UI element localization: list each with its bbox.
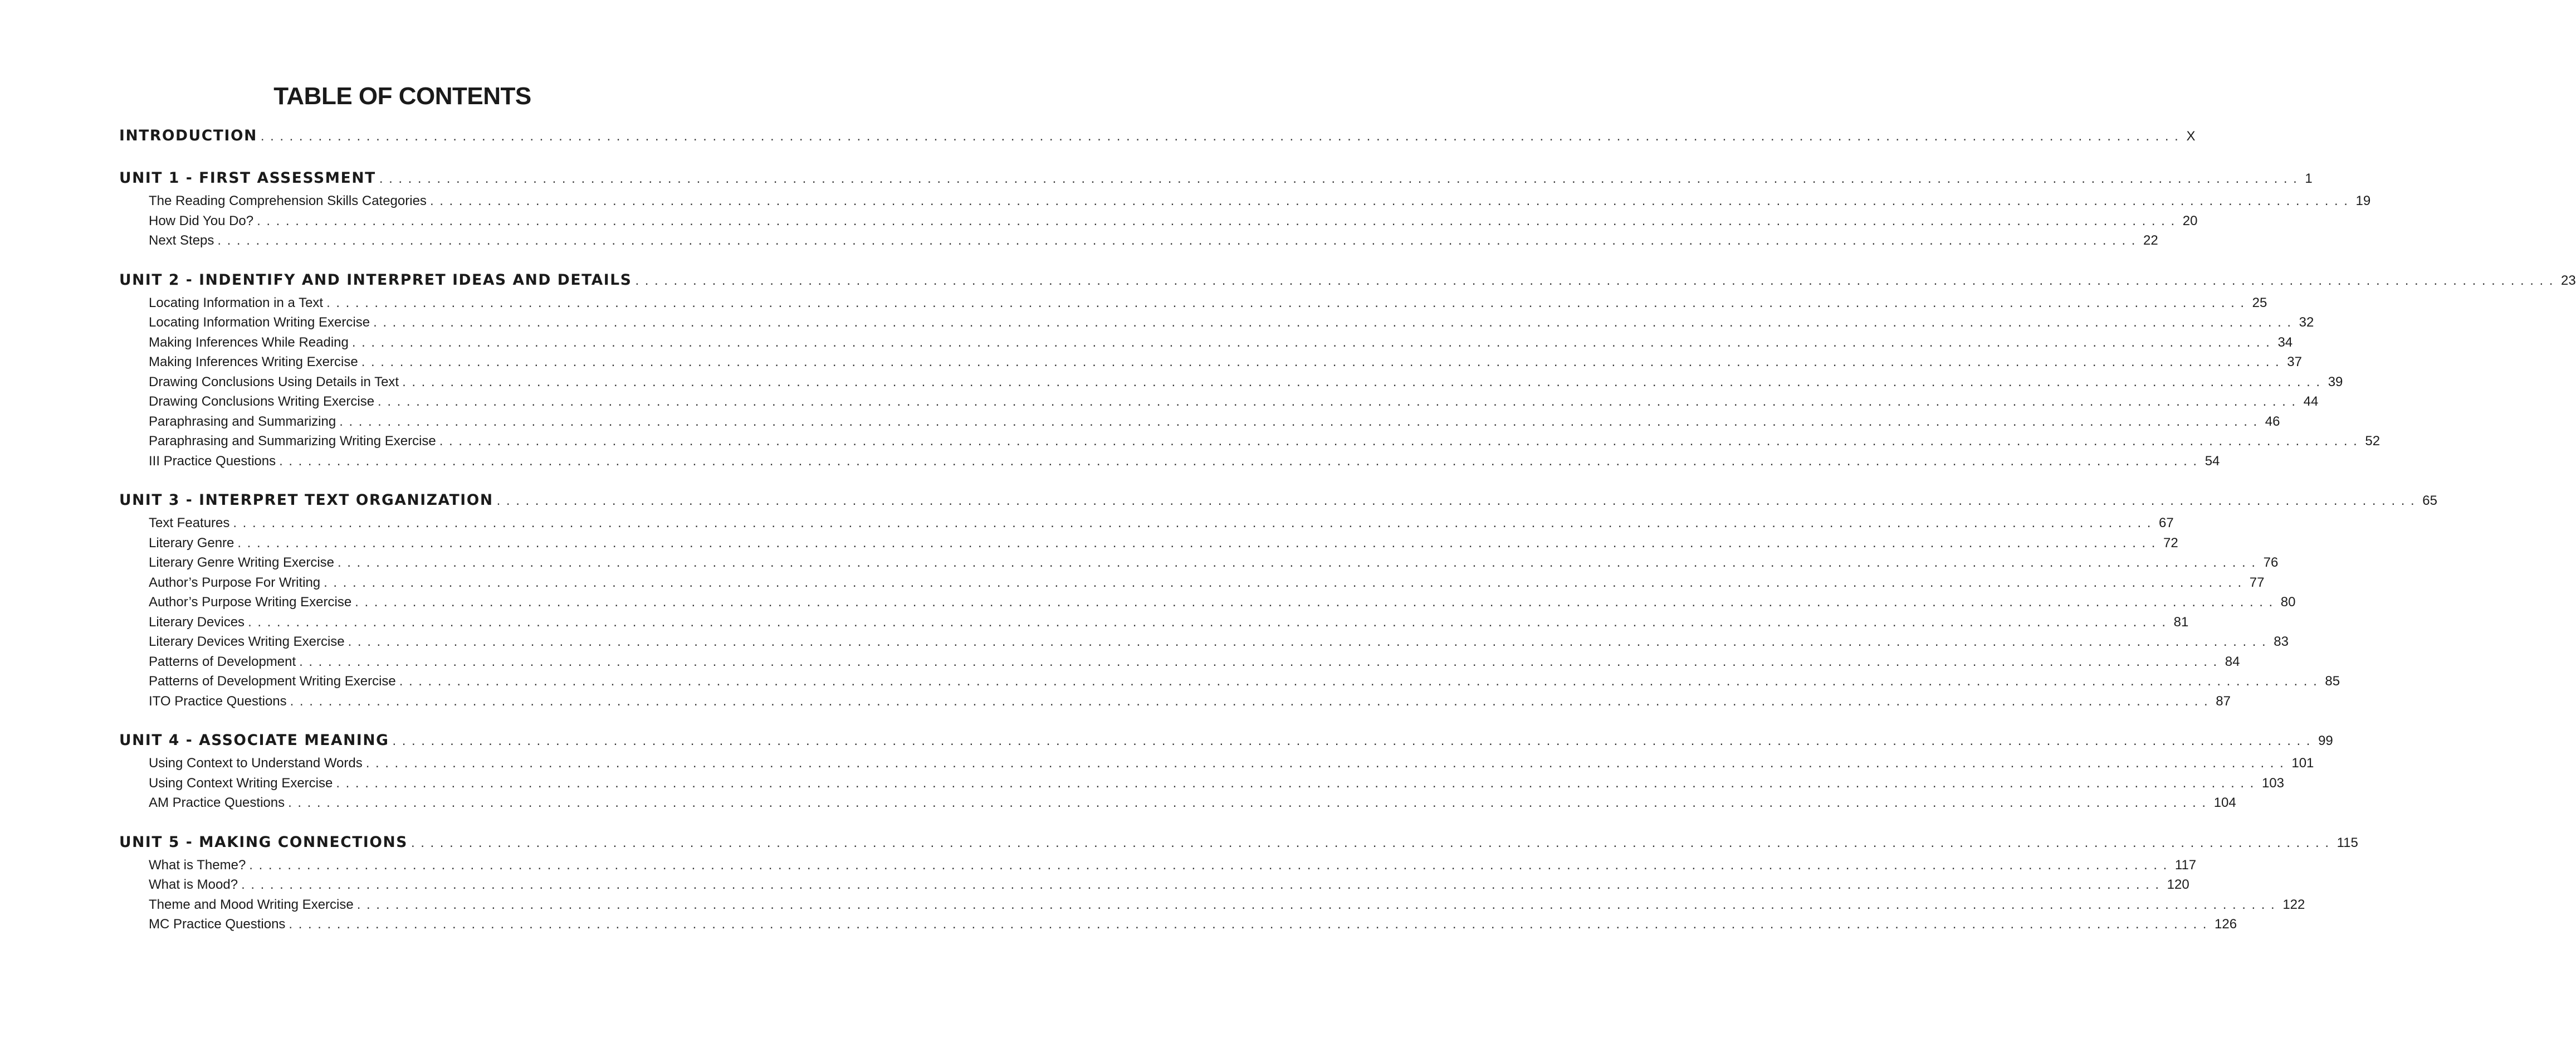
dot-leader: ........................................................................................................................................................................................................	[248, 614, 2172, 630]
toc-sub-entry	[119, 392, 2319, 412]
dot-leader: ........................................................................................................................................................................................................	[249, 857, 2173, 873]
dot-leader: ........................................................................................................................................................................................................	[233, 515, 2157, 530]
dot-leader: ........................................................................................................................................................................................................	[351, 334, 2276, 350]
table-of-contents	[119, 124, 2576, 952]
toc-entry-title: Literary Genre Writing Exercise	[149, 555, 334, 570]
toc-entry-title: Drawing Conclusions Using Details in Text	[149, 374, 399, 389]
page-number: 52	[2365, 434, 2381, 449]
toc-entry-title: Author’s Purpose For Writing	[149, 574, 321, 590]
dot-leader: ........................................................................................................................................................................................................	[336, 775, 2260, 791]
toc-entry-title: Using Context Writing Exercise	[149, 775, 333, 791]
page-number: 101	[2291, 756, 2314, 771]
dot-leader: ........................................................................................................................................................................................................	[496, 493, 2421, 508]
toc-sub-entry	[119, 372, 2343, 392]
dot-leader: ........................................................................................................................................................................................................	[399, 674, 2323, 689]
toc-sub-entry	[119, 333, 2293, 353]
dot-leader: ........................................................................................................................................................................................................	[299, 654, 2223, 669]
toc-sub-entry	[119, 451, 2220, 471]
toc-entry-title: Locating Information Writing Exercise	[149, 315, 370, 330]
dot-leader: ........................................................................................................................................................................................................	[289, 917, 2213, 932]
toc-sub-entry	[119, 793, 2236, 813]
toc-entry-title: Paraphrasing and Summarizing Writing Exercise	[149, 434, 436, 449]
dot-leader: ........................................................................................................................................................................................................	[288, 795, 2212, 810]
page-number: 103	[2261, 775, 2284, 791]
page-number: 46	[2265, 413, 2280, 429]
page-number: 20	[2182, 213, 2198, 228]
dot-leader: ........................................................................................................................................................................................................	[355, 595, 2279, 610]
toc-entry-title: Making Inferences Writing Exercise	[149, 354, 358, 369]
toc-entry-title: Text Features	[149, 515, 230, 530]
toc-sub-entry	[119, 753, 2314, 773]
dot-leader: ........................................................................................................................................................................................................	[356, 897, 2281, 912]
page-number: 25	[2252, 295, 2267, 310]
page-number: 115	[2337, 835, 2358, 850]
dot-leader: ........................................................................................................................................................................................................	[257, 213, 2181, 228]
toc-entry-title: Patterns of Development Writing Exercise	[149, 674, 396, 689]
toc-sub-entry	[119, 293, 2267, 313]
toc-section	[119, 728, 2333, 813]
page-number: 126	[2215, 917, 2237, 932]
page-number: 54	[2204, 453, 2220, 469]
toc-section	[119, 830, 2358, 934]
dot-leader: ........................................................................................................................................................................................................	[290, 693, 2214, 709]
page-number: X	[2186, 129, 2196, 144]
toc-entry-title: Paraphrasing and Summarizing	[149, 413, 336, 429]
page-number: 80	[2280, 595, 2296, 610]
dot-leader: ........................................................................................................................................................................................................	[378, 394, 2301, 409]
dot-leader: ........................................................................................................................................................................................................	[379, 171, 2303, 186]
toc-section	[119, 124, 2196, 149]
toc-sub-entry	[119, 855, 2197, 875]
dot-leader: ........................................................................................................................................................................................................	[324, 574, 2247, 590]
page-number: 76	[2263, 555, 2279, 570]
toc-entry-title: Literary Devices	[149, 614, 245, 630]
toc-entry-title: Author’s Purpose Writing Exercise	[149, 595, 352, 610]
toc-unit-title: UNIT 3 - INTERPRET TEXT ORGANIZATION	[119, 491, 493, 509]
toc-sub-entry	[119, 533, 2178, 553]
toc-sub-entry	[119, 573, 2265, 593]
dot-leader: ........................................................................................................................................................................................................	[429, 193, 2354, 208]
dot-leader: ........................................................................................................................................................................................................	[348, 634, 2272, 649]
dot-leader: ........................................................................................................................................................................................................	[365, 756, 2290, 771]
page-number: 99	[2318, 733, 2333, 748]
page-number: 1	[2305, 171, 2313, 186]
toc-entry-title: What is Mood?	[149, 877, 238, 892]
page-number: 72	[2163, 535, 2178, 551]
toc-unit-title: UNIT 4 - ASSOCIATE MEANING	[119, 732, 389, 749]
page-number: 32	[2299, 315, 2314, 330]
page-number: 84	[2225, 654, 2240, 669]
toc-entry-title: Making Inferences While Reading	[149, 334, 349, 350]
dot-leader: ........................................................................................................................................................................................................	[402, 374, 2326, 389]
toc-unit-entry	[119, 268, 2576, 293]
toc-entry-title: The Reading Comprehension Skills Categories	[149, 193, 427, 208]
toc-sub-entry	[119, 191, 2371, 211]
page-number: 67	[2159, 515, 2174, 530]
dot-leader: ........................................................................................................................................................................................................	[326, 295, 2250, 310]
toc-sub-entry	[119, 895, 2305, 915]
toc-sub-entry	[119, 612, 2189, 632]
page-number: 120	[2167, 877, 2189, 892]
toc-entry-title: Patterns of Development	[149, 654, 296, 669]
toc-sub-entry	[119, 632, 2289, 652]
toc-entry-title: MC Practice Questions	[149, 917, 286, 932]
dot-leader: ........................................................................................................................................................................................................	[237, 535, 2161, 551]
toc-sub-entry	[119, 592, 2296, 612]
dot-leader: ........................................................................................................................................................................................................	[241, 877, 2165, 892]
toc-entry-title: III Practice Questions	[149, 453, 276, 469]
toc-entry-title: AM Practice Questions	[149, 795, 285, 810]
toc-sub-entry	[119, 313, 2314, 333]
toc-entry-title: Literary Genre	[149, 535, 234, 551]
dot-leader: ........................................................................................................................................................................................................	[260, 129, 2184, 144]
toc-unit-title: UNIT 2 - INDENTIFY AND INTERPRET IDEAS AND DETAILS	[119, 271, 632, 289]
toc-sub-entry	[119, 652, 2240, 672]
page-number: 117	[2174, 857, 2197, 873]
toc-unit-title: INTRODUCTION	[119, 127, 257, 144]
page-number: 77	[2249, 574, 2265, 590]
toc-sub-entry	[119, 671, 2340, 692]
toc-sub-entry	[119, 773, 2284, 793]
page-number: 83	[2274, 634, 2289, 649]
toc-section	[119, 166, 2371, 251]
page-number: 65	[2422, 493, 2437, 508]
page-number: 23	[2561, 272, 2576, 288]
toc-sub-entry	[119, 875, 2189, 895]
toc-section	[119, 488, 2437, 711]
dot-leader: ........................................................................................................................................................................................................	[635, 272, 2559, 288]
toc-unit-entry	[119, 728, 2333, 753]
toc-unit-entry	[119, 830, 2358, 855]
toc-unit-entry	[119, 124, 2196, 149]
toc-sub-entry	[119, 211, 2198, 231]
toc-sub-entry	[119, 231, 2158, 251]
toc-entry-title: Locating Information in a Text	[149, 295, 324, 310]
dot-leader: ........................................................................................................................................................................................................	[411, 835, 2335, 850]
toc-sub-entry	[119, 692, 2231, 712]
dot-leader: ........................................................................................................................................................................................................	[217, 233, 2141, 248]
toc-section	[119, 268, 2576, 471]
toc-entry-title: How Did You Do?	[149, 213, 254, 228]
toc-unit-entry	[119, 166, 2313, 191]
dot-leader: ........................................................................................................................................................................................................	[361, 354, 2285, 369]
page-number: 122	[2282, 897, 2305, 912]
toc-entry-title: Next Steps	[149, 233, 214, 248]
page-number: 104	[2213, 795, 2236, 810]
toc-entry-title: ITO Practice Questions	[149, 693, 287, 709]
page-title: TABLE OF CONTENTS	[273, 82, 531, 110]
toc-entry-title: Using Context to Understand Words	[149, 756, 363, 771]
toc-entry-title: Theme and Mood Writing Exercise	[149, 897, 354, 912]
dot-leader: ........................................................................................................................................................................................................	[279, 453, 2203, 469]
toc-sub-entry	[119, 914, 2237, 934]
toc-entry-title: What is Theme?	[149, 857, 246, 873]
toc-sub-entry	[119, 431, 2381, 451]
dot-leader: ........................................................................................................................................................................................................	[439, 434, 2363, 449]
page-number: 37	[2287, 354, 2302, 369]
toc-unit-title: UNIT 5 - MAKING CONNECTIONS	[119, 833, 408, 851]
page-number: 44	[2303, 394, 2319, 409]
dot-leader: ........................................................................................................................................................................................................	[373, 315, 2297, 330]
dot-leader: ........................................................................................................................................................................................................	[339, 413, 2263, 429]
page-number: 87	[2216, 693, 2231, 709]
page-number: 85	[2325, 674, 2340, 689]
page-number: 19	[2355, 193, 2371, 208]
toc-sub-entry	[119, 553, 2279, 573]
toc-unit-entry	[119, 488, 2437, 513]
page-number: 39	[2328, 374, 2343, 389]
dot-leader: ........................................................................................................................................................................................................	[338, 555, 2261, 570]
page-number: 34	[2277, 334, 2293, 350]
page-number: 22	[2143, 233, 2158, 248]
toc-sub-entry	[119, 513, 2174, 533]
toc-entry-title: Literary Devices Writing Exercise	[149, 634, 345, 649]
toc-entry-title: Drawing Conclusions Writing Exercise	[149, 394, 375, 409]
toc-sub-entry	[119, 412, 2280, 432]
toc-unit-title: UNIT 1 - FIRST ASSESSMENT	[119, 169, 376, 187]
page-number: 81	[2173, 614, 2189, 630]
toc-sub-entry	[119, 352, 2302, 372]
dot-leader: ........................................................................................................................................................................................................	[392, 733, 2316, 748]
